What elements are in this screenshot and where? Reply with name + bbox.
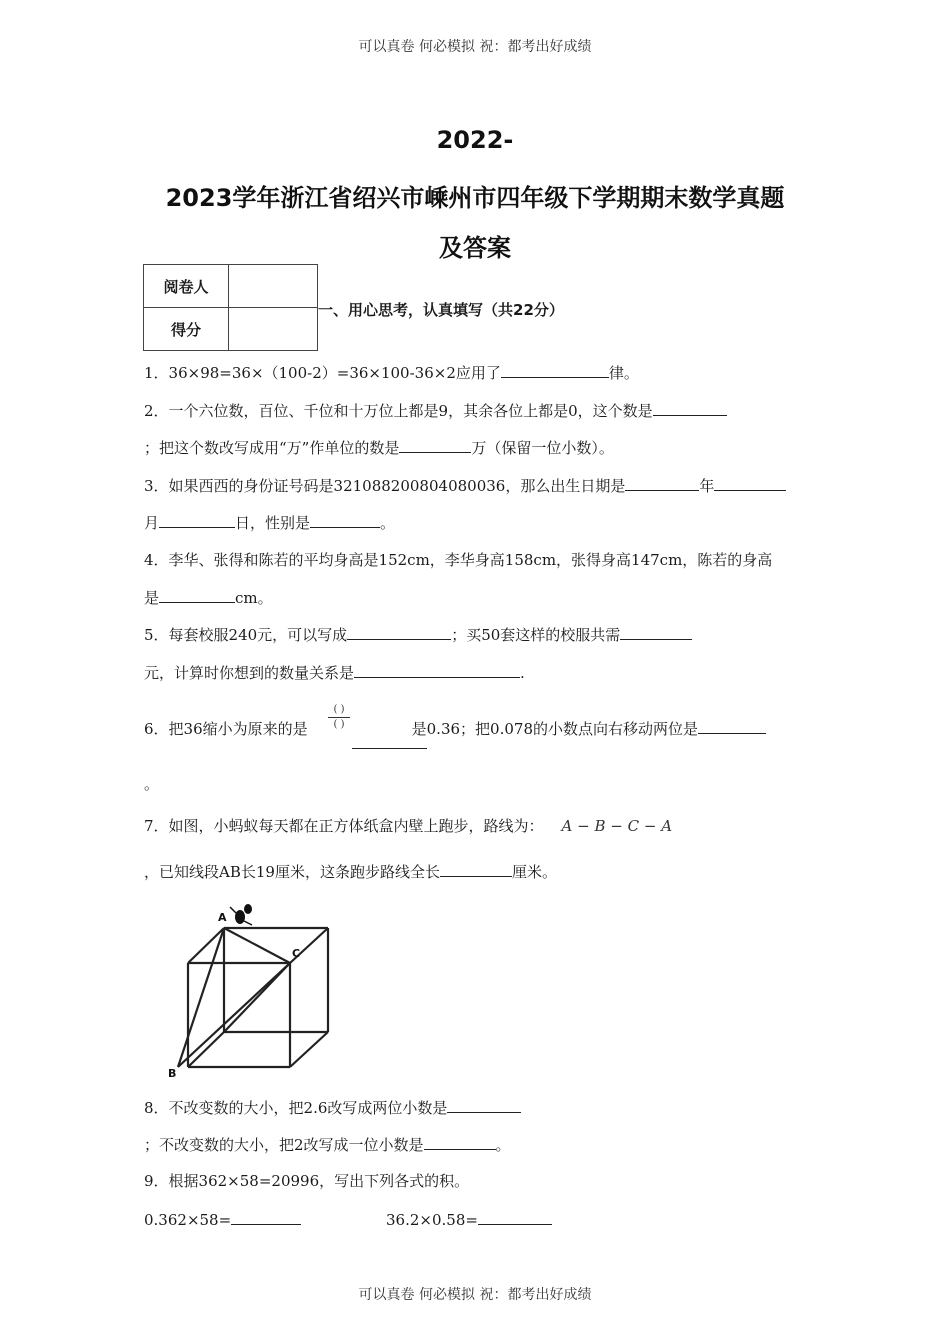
- q2-blank-2[interactable]: [399, 436, 471, 453]
- q6-text: 6．把36缩小为原来的是: [144, 720, 308, 738]
- reviewer-label: 阅卷人: [144, 265, 229, 308]
- q8-text-2: ；不改变数的大小，把2改写成一位小数是: [144, 1136, 424, 1154]
- title-line-3: 及答案: [439, 234, 511, 262]
- q3-blank-gender[interactable]: [310, 511, 380, 528]
- fraction-blank[interactable]: [328, 704, 350, 731]
- q6-blank-2[interactable]: [698, 717, 766, 734]
- q5-text-2: ；买50套这样的校服共需: [451, 626, 621, 644]
- question-3: [144, 474, 786, 496]
- question-9: [144, 1170, 469, 1191]
- question-9-part-1: [144, 1208, 301, 1229]
- q8-tail: 。: [495, 1136, 511, 1154]
- q5-text: 5．每套校服240元，可以写成: [144, 626, 348, 644]
- question-6-cont: [144, 773, 159, 794]
- q3-blank-month[interactable]: [714, 474, 786, 491]
- question-9-part-2: [386, 1208, 552, 1229]
- q8-blank-1[interactable]: [447, 1096, 521, 1113]
- q7-tail: 厘米。: [511, 863, 557, 881]
- q4-text-2: 是: [144, 589, 160, 607]
- section-heading: 一、用心思考，认真填写（共22分）: [318, 301, 564, 319]
- vertex-label-b: B: [168, 1067, 177, 1080]
- q3-day-label: 日，性别是: [235, 514, 311, 532]
- q9-expr-1: 0.362×58=: [144, 1211, 232, 1229]
- ant-icon: [230, 904, 252, 925]
- q6-blank-1[interactable]: [352, 748, 427, 749]
- q5-blank-1[interactable]: [347, 623, 451, 640]
- q4-tail: cm。: [235, 589, 273, 607]
- q3-month-label: 月: [144, 514, 160, 532]
- title-line-2: 2023学年浙江省绍兴市嵊州市四年级下学期期末数学真题: [165, 184, 785, 212]
- q5-tail: .: [520, 664, 525, 682]
- question-8: [144, 1096, 521, 1118]
- q4-blank[interactable]: [159, 586, 235, 603]
- q7-blank[interactable]: [440, 860, 512, 877]
- vertex-label-c: C: [292, 947, 301, 960]
- q9-blank-2[interactable]: [478, 1208, 552, 1225]
- q4-text: 4．李华、张得和陈若的平均身高是152cm，李华身高158cm，张得身高147cm，陈若的身高: [144, 551, 773, 569]
- question-2-cont: [144, 436, 614, 458]
- q9-expr-2: 36.2×0.58=: [386, 1211, 478, 1229]
- q3-tail: 。: [380, 514, 396, 532]
- q5-blank-2[interactable]: [620, 623, 692, 640]
- question-5-cont: [144, 661, 525, 683]
- grade-table: [143, 264, 318, 351]
- question-1: [144, 361, 639, 383]
- question-3-cont: [144, 511, 395, 533]
- q8-text: 8．不改变数的大小，把2.6改写成两位小数是: [144, 1099, 448, 1117]
- q3-year-label: 年: [699, 477, 715, 495]
- q5-text-3: 元，计算时你想到的数量关系是: [144, 664, 355, 682]
- question-5: [144, 623, 692, 645]
- vertex-label-a: A: [218, 911, 227, 924]
- q2-text: 2．一个六位数，百位、千位和十万位上都是9，其余各位上都是0，这个数是: [144, 402, 653, 420]
- title-line-1: 2022-: [436, 126, 514, 154]
- q1-text: 1．36×98=36×（100-2）=36×100-36×2应用了: [144, 364, 501, 382]
- score-cell[interactable]: [229, 308, 318, 351]
- q3-blank-year[interactable]: [625, 474, 699, 491]
- fraction-denominator: ( ): [333, 719, 345, 730]
- cube-figure: [160, 895, 350, 1085]
- reviewer-cell[interactable]: [229, 265, 318, 308]
- fraction-numerator: ( ): [333, 704, 345, 715]
- q2-blank-1[interactable]: [653, 399, 727, 416]
- q3-blank-day[interactable]: [159, 511, 235, 528]
- q2-text-2: ；把这个数改写成用“万”作单位的数是: [144, 439, 400, 457]
- q1-blank[interactable]: [501, 361, 609, 378]
- q9-blank-1[interactable]: [231, 1208, 301, 1225]
- q7-text: 7．如图，小蚂蚁每天都在正方体纸盒内壁上跑步，路线为：: [144, 817, 544, 835]
- q9-text: 9．根据362×58=20996，写出下列各式的积。: [144, 1172, 470, 1190]
- q3-text: 3．如果西西的身份证号码是321088200804080036，那么出生日期是: [144, 477, 626, 495]
- question-2: [144, 399, 727, 421]
- q6-tail: 。: [144, 775, 160, 793]
- q7-text-2: ，已知线段AB长19厘米，这条跑步路线全长: [144, 863, 440, 881]
- q8-blank-2[interactable]: [424, 1133, 496, 1150]
- question-7-cont: [144, 860, 557, 882]
- score-label: 得分: [144, 308, 229, 351]
- question-7: [144, 815, 672, 836]
- page-footer: 可以真卷 何必模拟 祝：都考出好成绩: [358, 1287, 592, 1303]
- question-4-cont: [144, 586, 273, 608]
- q1-tail: 律。: [608, 364, 639, 382]
- question-4: [144, 549, 772, 570]
- page-header: 可以真卷 何必模拟 祝：都考出好成绩: [358, 39, 592, 55]
- q6-text-2: 是0.36；把0.078的小数点向右移动两位是: [411, 720, 698, 738]
- q7-route: A − B − C − A: [561, 817, 673, 835]
- q2-tail: 万（保留一位小数）。: [471, 439, 614, 457]
- question-6: [144, 717, 766, 739]
- question-8-cont: [144, 1133, 511, 1155]
- q5-blank-3[interactable]: [354, 661, 520, 678]
